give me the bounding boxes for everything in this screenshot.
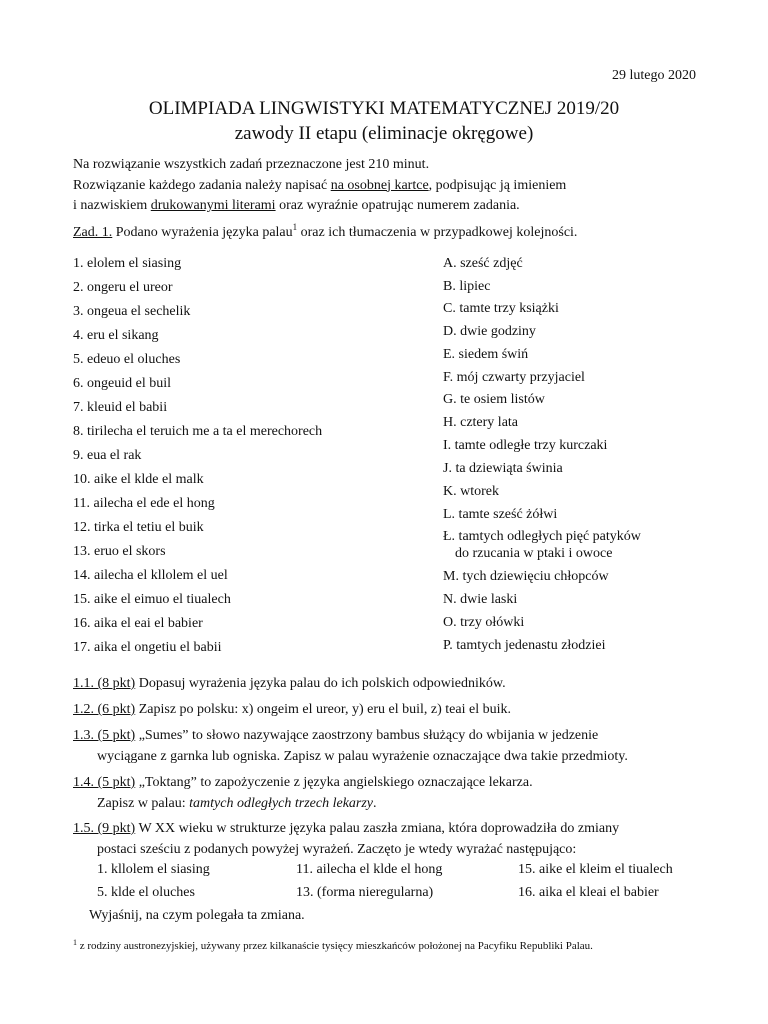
list-item: 12. tirka el tetiu el buik [73,520,204,535]
question-label: 1.5. (9 pkt) [73,821,136,836]
text: oraz wyraźnie opatrując numerem zadania. [275,198,520,213]
question-line [73,726,713,747]
question-line [73,773,713,794]
underlined-text: drukowanymi literami [150,198,276,213]
text: i nazwiskiem [73,198,151,213]
list-item: 2. ongeru el ureor [73,280,173,295]
list-item: 4. eru el sikang [73,328,159,343]
list-item: 1. elolem el siasing [73,256,182,271]
question-line [73,794,713,815]
task-heading [73,222,713,241]
title-line-1: OLIMPIADA LINGWISTYKI MATEMATYCZNEJ 2019/20 [148,98,620,119]
footnote-mark: 1 [292,222,298,232]
changed-form: 11. ailecha el klde el hong [296,862,443,877]
list-item: 8. tirilecha el teruich me a ta el merechorech [73,424,323,439]
list-item: 17. aika el ongetiu el babii [73,640,222,655]
text: Rozwiązanie każdego zadania należy napisać [73,177,331,193]
list-item: 11. ailecha el ede el hong [73,496,215,511]
changed-form: 13. (forma nieregularna) [296,885,434,900]
footnote-mark: 1 [73,938,77,947]
question-1-1 [73,674,713,695]
question-text: „Toktang” to zapożyczenie z języka angielskiego oznaczające lekarza. [135,775,533,790]
question-text: „Sumes” to słowo nazywające zaostrzony bambus służący do wbijania w jedzenie [135,728,599,743]
instructions [73,155,703,217]
list-item: K. wtorek [443,484,499,499]
document-title [0,96,768,146]
list-item: Ł. tamtych odległych pięć patyków [443,529,641,544]
footnote [73,940,593,952]
question-1-3 [73,726,713,767]
task-label: Zad. 1. [73,225,113,240]
question-label: 1.3. (5 pkt) [73,728,136,743]
instructions-line-2 [73,176,703,197]
list-item: J. ta dziewiąta świnia [443,461,563,476]
instructions-line-1: Na rozwiązanie wszystkich zadań przeznaczone jest 210 minut. [73,157,430,172]
list-item: B. lipiec [443,279,491,294]
changed-form: 1. kllolem el siasing [97,862,210,877]
text: , podpisując ją imieniem [428,177,567,193]
text: . [373,795,377,811]
question-text: Zapisz po polsku: x) ongeim el ureor, y) eru el buil, z) teai el buik. [135,702,511,717]
changed-form: 15. aike el kleim el tiualech [518,862,673,877]
list-item: A. sześć zdjęć [443,256,523,271]
question-label: 1.2. (6 pkt) [73,702,136,717]
changed-form: 16. aika el kleai el babier [518,885,659,900]
list-item: 15. aike el eimuo el tiualech [73,592,231,607]
list-item: O. trzy ołówki [443,615,525,630]
list-item-continuation: do rzucania w ptaki i owoce [455,546,613,561]
list-item: 16. aika el eai el babier [73,616,203,631]
footnote-text: z rodziny austronezyjskiej, używany przez kilkanaście tysięcy mieszkańców położonej na Pacyfiku Republiki Palau. [77,940,593,952]
list-item: P. tamtych jedenastu złodziei [443,638,606,653]
list-item: E. siedem świń [443,347,529,362]
question-label: 1.1. (8 pkt) [73,676,136,691]
list-item: 14. ailecha el kllolem el uel [73,568,228,583]
question-1-2 [73,700,713,721]
list-item: N. dwie laski [443,592,518,607]
task-text: Podano wyrażenia języka palau [112,225,293,240]
list-item: 6. ongeuid el buil [73,376,171,391]
document-date: 29 lutego 2020 [612,68,696,83]
list-item: 3. ongeua el sechelik [73,304,191,319]
question-line: postaci sześciu z podanych powyżej wyrażeń. Zaczęto je wtedy wyrażać następująco: [97,841,577,857]
underlined-text: na osobnej kartce [330,177,429,193]
list-item: 7. kleuid el babii [73,400,168,415]
changed-form: 5. klde el oluches [97,885,195,900]
question-label: 1.4. (5 pkt) [73,775,136,790]
question-line: wyciągane z garnka lub ogniska. Zapisz w palau wyrażenie oznaczające dwa takie przedmioty. [97,748,628,764]
text: Zapisz w palau: [97,795,190,811]
list-item: C. tamte trzy książki [443,301,559,316]
task-text: oraz ich tłumaczenia w przypadkowej kolejności. [297,225,578,240]
list-item: 5. edeuo el oluches [73,352,181,367]
list-item: M. tych dziewięciu chłopców [443,569,609,584]
title-line-2: zawody II etapu (eliminacje okręgowe) [234,123,534,144]
instructions-line-3 [73,196,703,217]
question-1-5 [73,819,713,860]
list-item: I. tamte odległe trzy kurczaki [443,438,608,453]
list-item: H. cztery lata [443,415,519,430]
list-item: 13. eruo el skors [73,544,166,559]
list-item: D. dwie godziny [443,324,536,339]
list-item: F. mój czwarty przyjaciel [443,370,585,385]
italic-text: tamtych odległych trzech lekarzy [189,795,374,811]
question-text: W XX wieku w strukturze języka palau zaszła zmiana, która doprowadziła do zmiany [135,821,620,836]
list-item: 10. aike el klde el malk [73,472,204,487]
list-item: 9. eua el rak [73,448,142,463]
list-item: L. tamte sześć żółwi [443,507,558,522]
question-1-4 [73,773,713,814]
question-line [73,819,713,840]
explain-instruction: Wyjaśnij, na czym polegała ta zmiana. [89,908,305,923]
list-item: G. te osiem listów [443,392,545,407]
question-text: Dopasuj wyrażenia języka palau do ich polskich odpowiedników. [135,676,506,691]
